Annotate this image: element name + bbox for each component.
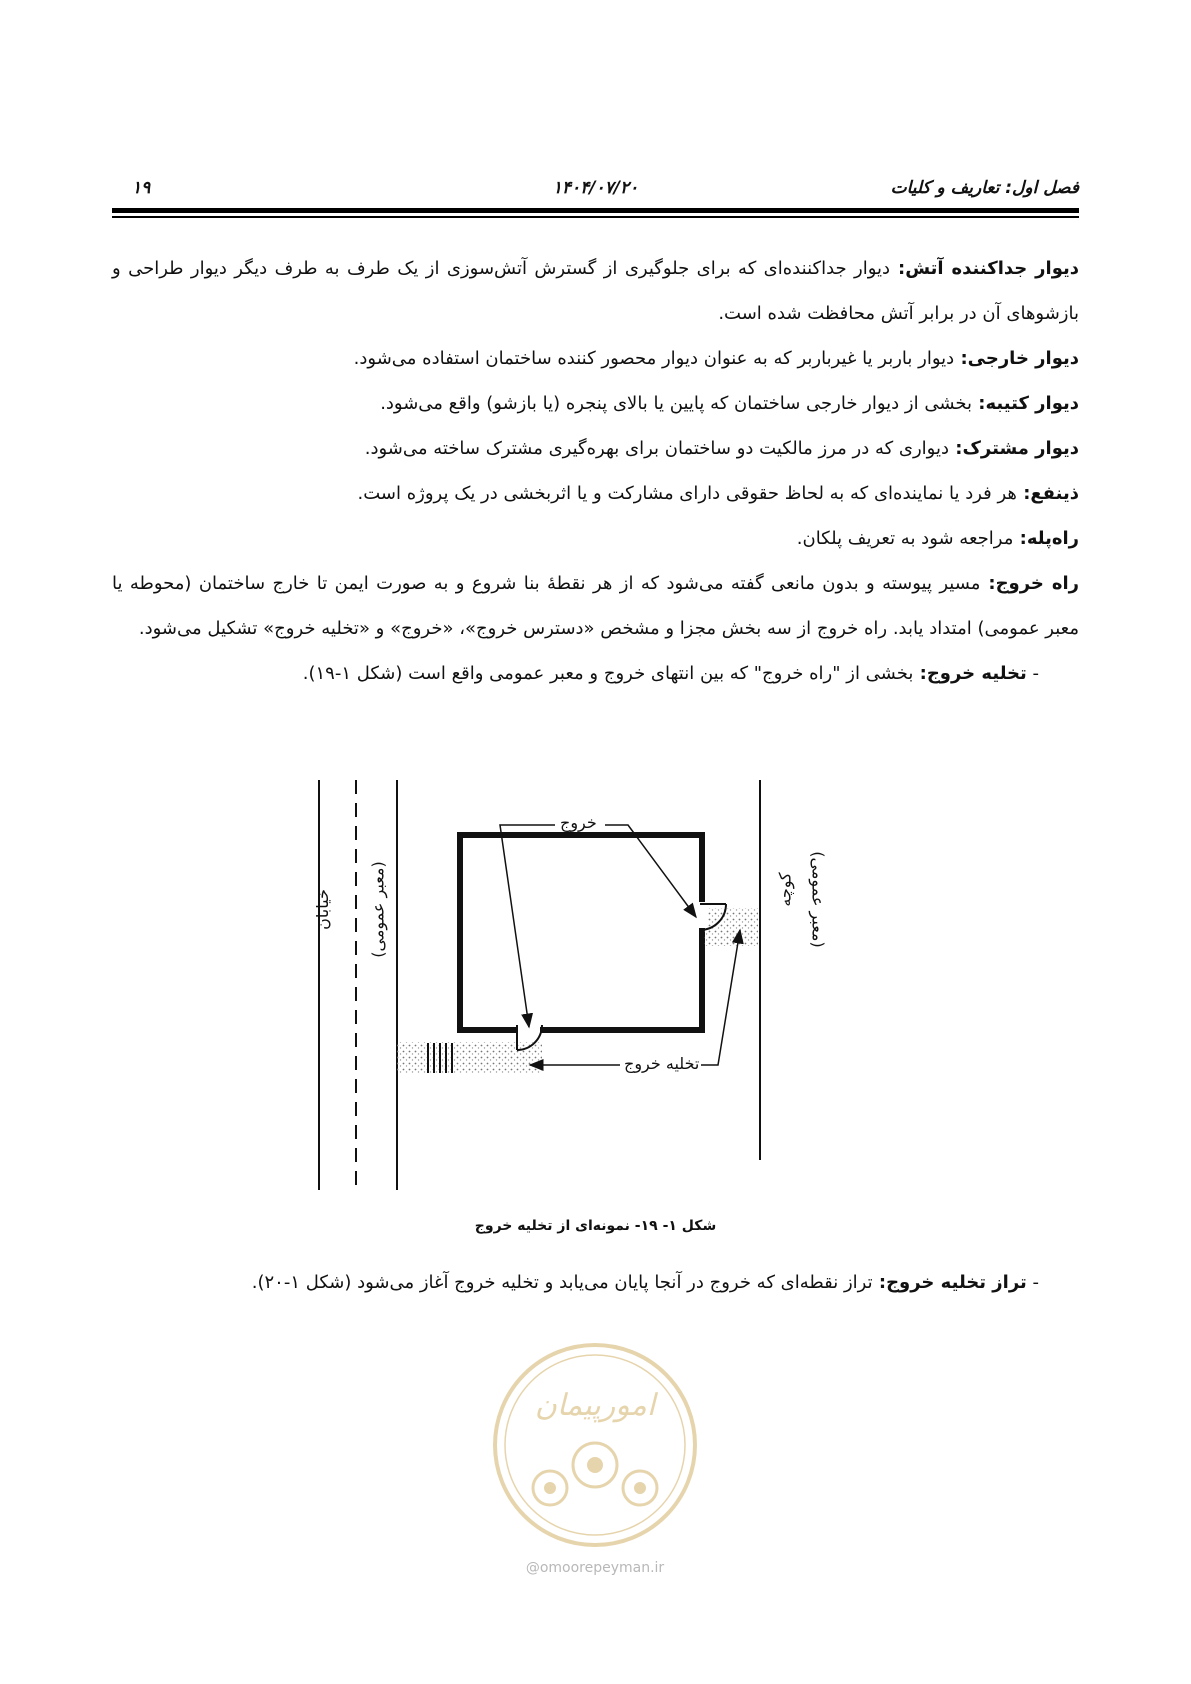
label-exit-discharge: تخلیه خروج	[624, 1054, 700, 1073]
definition-text: دیواری که در مرز مالکیت دو ساختمان برای بهره‌گیری مشترک ساخته می‌شود.	[364, 438, 949, 459]
definition-term: راه‌پله	[1026, 528, 1079, 549]
definition-term: دیوار مشترک	[962, 438, 1079, 459]
definition-term: ذینفع	[1030, 483, 1079, 504]
page-header	[112, 178, 1079, 206]
figure-caption: شکل ۱- ۱۹- نمونه‌ای از تخلیه خروج	[474, 1218, 717, 1234]
door-opening-bottom	[516, 1024, 540, 1036]
definition-paragraph	[112, 471, 1079, 516]
definition-term: دیوار جداکننده آتش	[905, 258, 1079, 279]
door-opening-right	[696, 902, 708, 928]
watermark-logo	[490, 1340, 700, 1550]
watermark-url: @omoorepeyman.ir	[525, 1560, 665, 1576]
definition-separator: :	[890, 258, 906, 279]
definition-text: بخشی از دیوار خارجی ساختمان که پایین یا بالای پنجره (یا بازشو) واقع می‌شود.	[380, 393, 973, 414]
bullet-term: تخلیه خروج	[926, 663, 1027, 684]
definition-paragraph	[112, 561, 1079, 651]
header-date: ۱۴۰۴/۰۷/۲۰	[552, 178, 639, 198]
definition-term: دیوار خارجی	[967, 348, 1079, 369]
definition-separator: :	[980, 573, 996, 594]
label-street: خیابان	[312, 889, 332, 930]
bullet-exit-discharge	[112, 651, 1079, 696]
definition-paragraph	[112, 246, 1079, 336]
definition-text: دیوار جداکننده‌ای که برای جلوگیری از گسترش آتش‌سوزی از یک طرف به طرف دیگر دیوار طراحی و بازشوهای آن در برابر آتش محافظت شده است.	[112, 258, 1079, 324]
label-street-sub: (معبر عمومی)	[368, 861, 388, 958]
watermark-logo-text: امورپیمان	[534, 1388, 656, 1423]
definition-separator: :	[1013, 528, 1027, 549]
exit-discharge-figure	[300, 780, 840, 1200]
definition-text: دیوار باربر یا غیرباربر که به عنوان دیوار محصور کننده ساختمان استفاده می‌شود.	[353, 348, 955, 369]
definition-separator: :	[954, 348, 968, 369]
label-alley-sub: (معبر عمومی)	[808, 851, 828, 948]
header-rule-thin	[112, 216, 1079, 218]
definition-paragraph	[112, 426, 1079, 471]
discharge-path-street	[397, 1042, 542, 1074]
exit-leader-line	[605, 825, 696, 917]
label-exit: خروج	[560, 813, 597, 832]
definition-paragraph	[112, 336, 1079, 381]
exit-leader-line	[500, 825, 555, 1027]
header-rule-thick	[112, 208, 1079, 213]
bullet-exit-discharge-level	[112, 1260, 1079, 1305]
bullet-text: تراز نقطه‌ای که خروج در آنجا پایان می‌یابد و تخلیه خروج آغاز می‌شود (شکل ۱-۲۰).	[251, 1272, 873, 1293]
bullet-dash: -	[1026, 663, 1039, 684]
definition-term: دیوار کتیبه	[985, 393, 1079, 414]
bullet-separator: :	[913, 663, 927, 684]
definition-text: هر فرد یا نماینده‌ای که به لحاظ حقوقی دارای مشارکت و یا اثربخشی در یک پروژه است.	[357, 483, 1017, 504]
label-alley: کوچه	[775, 872, 795, 907]
bullet-term: تراز تخلیه خروج	[886, 1272, 1027, 1293]
definition-term: راه خروج	[995, 573, 1079, 594]
bullet-dash: -	[1026, 1272, 1039, 1293]
figure-drawing	[300, 780, 840, 1200]
definition-text: مسیر پیوسته و بدون مانعی گفته می‌شود که از هر نقطهٔ بنا شروع و به صورت ایمن تا خارج ساختمان (محوطه یا معبر عمومی) امتداد یابد. راه خروج از سه بخش مجزا و مشخص «دسترس خروج»، «خروج» و «تخلیه خروج» تشکیل می‌شود.	[112, 573, 1079, 639]
definition-separator: :	[1016, 483, 1031, 504]
building-outline	[460, 835, 702, 1030]
page-number: ۱۹	[132, 178, 151, 198]
discharge-leader-line	[685, 930, 740, 1065]
definition-separator: :	[972, 393, 986, 414]
definition-paragraph	[112, 516, 1079, 561]
bullet-separator: :	[872, 1272, 887, 1293]
definitions-text	[112, 246, 1079, 696]
definition-separator: :	[949, 438, 963, 459]
chapter-title: فصل اول: تعاریف و کلیات	[890, 178, 1079, 198]
bullet-text: بخشی از "راه خروج" که بین انتهای خروج و معبر عمومی واقع است (شکل ۱-۱۹).	[302, 663, 914, 684]
definition-paragraph	[112, 381, 1079, 426]
definition-text: مراجعه شود به تعریف پلکان.	[796, 528, 1014, 549]
